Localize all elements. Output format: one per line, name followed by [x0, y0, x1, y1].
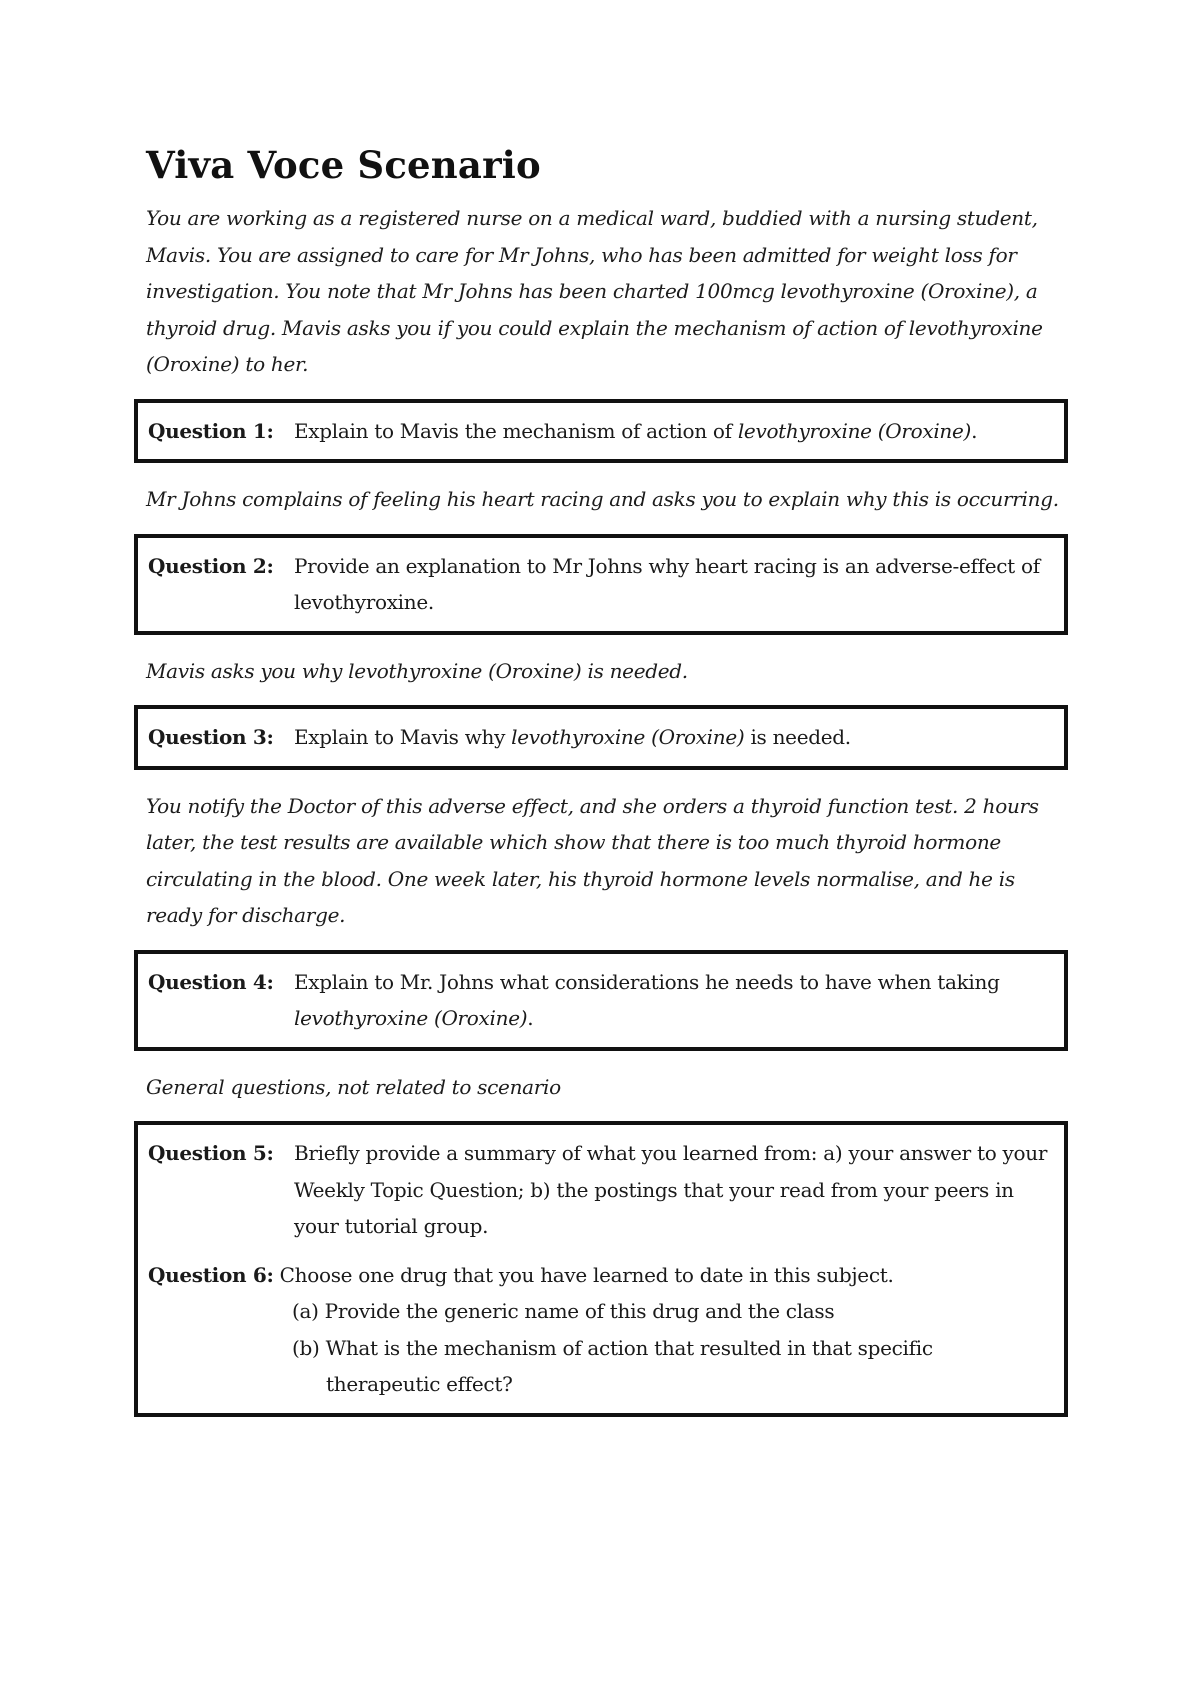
question-4-label: Question 4:: [148, 969, 274, 994]
question-6-part-a: (a) Provide the generic name of this drug and the class: [292, 1299, 835, 1323]
question-4-text: Explain to Mr. Johns what considerations he needs to have when taking levothyroxine (Oroxine).: [294, 969, 1000, 1030]
question-2-box: [134, 534, 1068, 635]
scenario-heart-racing: Mr Johns complains of feeling his heart racing and asks you to explain why this is occurring.: [146, 487, 1059, 511]
question-3-drug: levothyroxine (Oroxine): [511, 725, 745, 749]
question-4-drug: levothyroxine (Oroxine): [294, 1006, 528, 1030]
page-title: Viva Voce Scenario: [146, 143, 541, 187]
question-4-box: [134, 950, 1068, 1051]
question-2-label: Question 2:: [148, 553, 274, 578]
scenario-why-needed: Mavis asks you why levothyroxine (Oroxine) is needed.: [146, 658, 688, 683]
question-1-box: [134, 399, 1068, 464]
question-2-text: Provide an explanation to Mr Johns why heart racing is an adverse-effect of levothyroxine.: [294, 553, 1040, 614]
question-6-label: Question 6:: [148, 1262, 274, 1287]
scenario-intro: You are working as a registered nurse on a medical ward, buddied with a nursing student, Mavis. You are assigned to care for Mr Johns, who has been admitted for weight loss for investigation. You note that Mr Johns has been charted 100mcg levothyroxine (Oroxine), a thyroid drug. Mavis asks you if you could explain the mechanism of action of levothyroxine (Oroxine) to her.: [146, 206, 1043, 376]
question-1-label: Question 1:: [148, 418, 274, 443]
question-1-drug: levothyroxine (Oroxine): [737, 418, 972, 443]
question-6-text: Choose one drug that you have learned to date in this subject.: [279, 1262, 894, 1287]
question-5-label: Question 5:: [148, 1141, 274, 1165]
question-5-text: Briefly provide a summary of what you learned from: a) your answer to your Weekly Topic Question; b) the postings that your read from your peers in your tutorial group.: [294, 1141, 1048, 1238]
question-3-text: Explain to Mavis why levothyroxine (Oroxine) is needed.: [294, 725, 851, 749]
scenario-thyroid-test: You notify the Doctor of this adverse effect, and she orders a thyroid function test. 2 hours later, the test results are available which show that there is too much thyroid hormone circulating in the blood. One week later, his thyroid hormone levels normalise, and he is ready for discharge.: [146, 793, 1039, 927]
question-6-subparts: [148, 1293, 1050, 1403]
general-questions-heading: General questions, not related to scenario: [146, 1074, 561, 1099]
question-3-box: [134, 705, 1068, 770]
question-3-label: Question 3:: [148, 725, 274, 749]
question-5-6-box: [134, 1121, 1068, 1417]
question-6-part-b: (b) What is the mechanism of action that resulted in that specific therapeutic effect?: [292, 1335, 933, 1396]
document-page: [146, 140, 1076, 1417]
question-1-text: Explain to Mavis the mechanism of action of levothyroxine (Oroxine).: [294, 418, 978, 443]
